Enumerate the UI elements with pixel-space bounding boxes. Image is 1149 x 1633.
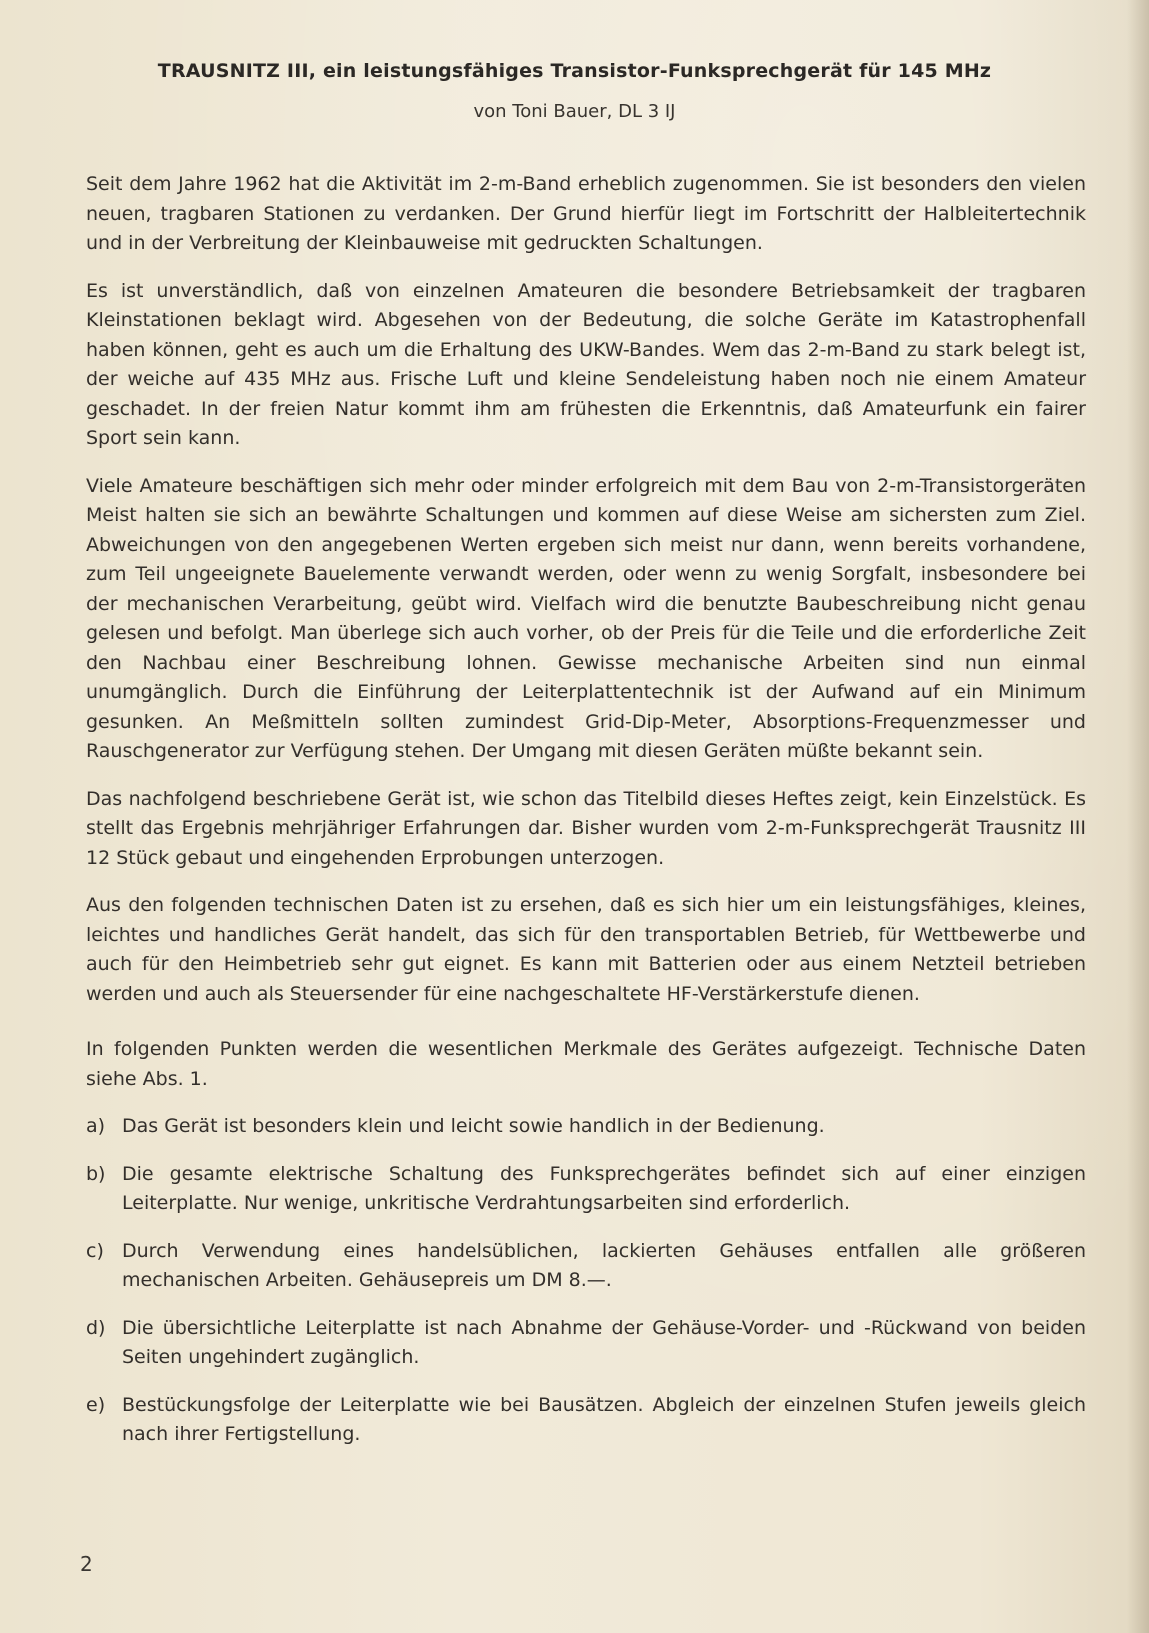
paragraph-1: Seit dem Jahre 1962 hat die Aktivität im 2-m-Band erheblich zugenommen. Sie ist besonders den vielen neuen, tragbaren Stationen zu verdanken. Der Grund hierfür liegt im Fortschritt der Halbleitertechnik und in der Verbreitung der Kleinbauweise mit gedruckten Schaltungen. — [86, 173, 1086, 254]
feature-list — [86, 1112, 1086, 1450]
list-text: Bestückungsfolge der Leiterplatte wie bei Bausätzen. Abgleich der einzelnen Stufen jeweils gleich nach ihrer Fertigstellung. — [122, 1393, 1086, 1445]
article-title: TRAUSNITZ III, ein leistungsfähiges Transistor-Funksprechgerät für 145 MHz — [157, 60, 992, 82]
list-marker: e) — [86, 1393, 106, 1416]
article-body — [86, 170, 1086, 1468]
list-item-c — [86, 1237, 1086, 1296]
article-author: von Toni Bauer, DL 3 IJ — [473, 101, 676, 122]
list-text: Die gesamte elektrische Schaltung des Funksprechgerätes befindet sich auf einer einzigen Leiterplatte. Nur wenige, unkritische Verdrahtungsarbeiten sind erforderlich. — [122, 1162, 1086, 1214]
paragraph-5: Aus den folgenden technischen Daten ist zu ersehen, daß es sich hier um ein leistungsfähiges, kleines, leichtes und handliches Gerät handelt, das sich für den transportablen Betrieb, für Wettbewerbe und auch für den Heimbetrieb sehr gut eignet. Es kann mit Batterien oder aus einem Netzteil betrieben werden und auch als Steuersender für eine nachgeschaltete HF-Verstärkerstufe dienen. — [86, 894, 1086, 1005]
paragraph-3: Viele Amateure beschäftigen sich mehr oder minder erfolgreich mit dem Bau von 2-m-Transistorgeräten Meist halten sie sich an bewährte Schaltungen und kommen auf diese Weise am sichersten zum Ziel. Abweichungen von den angegebenen Werten ergeben sich meist nur dann, wenn bereits vorhandene, zum Teil ungeeignete Bauelemente verwandt werden, oder wenn zu wenig Sorgfalt, insbesondere bei der mechanischen Verarbeitung, geübt wird. Vielfach wird die benutzte Baubeschreibung nicht genau gelesen und befolgt. Man überlege sich auch vorher, ob der Preis für die Teile und die erforderliche Zeit den Nachbau einer Beschreibung lohnen. Gewisse mechanische Arbeiten sind nun einmal unumgänglich. Durch die Einführung der Leiterplattentechnik ist der Aufwand auf ein Minimum gesunken. An Meßmitteln sollten zumindest Grid-Dip-Meter, Absorptions-Frequenzmesser und Rauschgenerator zur Verfügung stehen. Der Umgang mit diesen Geräten müßte bekannt sein. — [86, 474, 1086, 762]
paragraph-4: Das nachfolgend beschriebene Gerät ist, wie schon das Titelbild dieses Heftes zeigt, kein Einzelstück. Es stellt das Ergebnis mehrjähriger Erfahrungen dar. Bisher wurden vom 2-m-Funksprechgerät Trausnitz III 12 Stück gebaut und eingehenden Erprobungen unterzogen. — [86, 787, 1086, 869]
list-item-a — [86, 1112, 1086, 1142]
list-item-b — [86, 1160, 1086, 1219]
list-marker: a) — [86, 1115, 106, 1137]
list-text: Das Gerät ist besonders klein und leicht sowie handlich in der Bedienung. — [122, 1115, 825, 1137]
list-marker: d) — [86, 1316, 106, 1339]
paragraph-2: Es ist unverständlich, daß von einzelnen Amateuren die besondere Betriebsamkeit der tragbaren Kleinstationen beklagt wird. Abgesehen von der Bedeutung, die solche Geräte im Katastrophenfall haben können, geht es auch um die Erhaltung des UKW-Bandes. Wem das 2-m-Band zu stark belegt ist, der weiche auf 435 MHz aus. Frische Luft und kleine Sendeleistung haben noch nie einem Amateur geschadet. In der freien Natur kommt ihm am frühesten die Erkenntnis, daß Amateurfunk ein fairer Sport sein kann. — [86, 279, 1086, 449]
list-text: Durch Verwendung eines handelsüblichen, lackierten Gehäuses entfallen alle größeren mechanischen Arbeiten. Gehäusepreis um DM 8.—. — [122, 1239, 1086, 1291]
page-number: 2 — [80, 1552, 93, 1576]
paragraph-6: In folgenden Punkten werden die wesentlichen Merkmale des Gerätes aufgezeigt. Technische Daten siehe Abs. 1. — [86, 1038, 1086, 1090]
list-item-e — [86, 1391, 1086, 1450]
list-text: Die übersichtliche Leiterplatte ist nach Abnahme der Gehäuse-Vorder- und -Rückwand von beiden Seiten ungehindert zugänglich. — [122, 1316, 1086, 1368]
list-marker: b) — [86, 1162, 106, 1185]
list-marker: c) — [86, 1239, 104, 1262]
list-item-d — [86, 1314, 1086, 1373]
